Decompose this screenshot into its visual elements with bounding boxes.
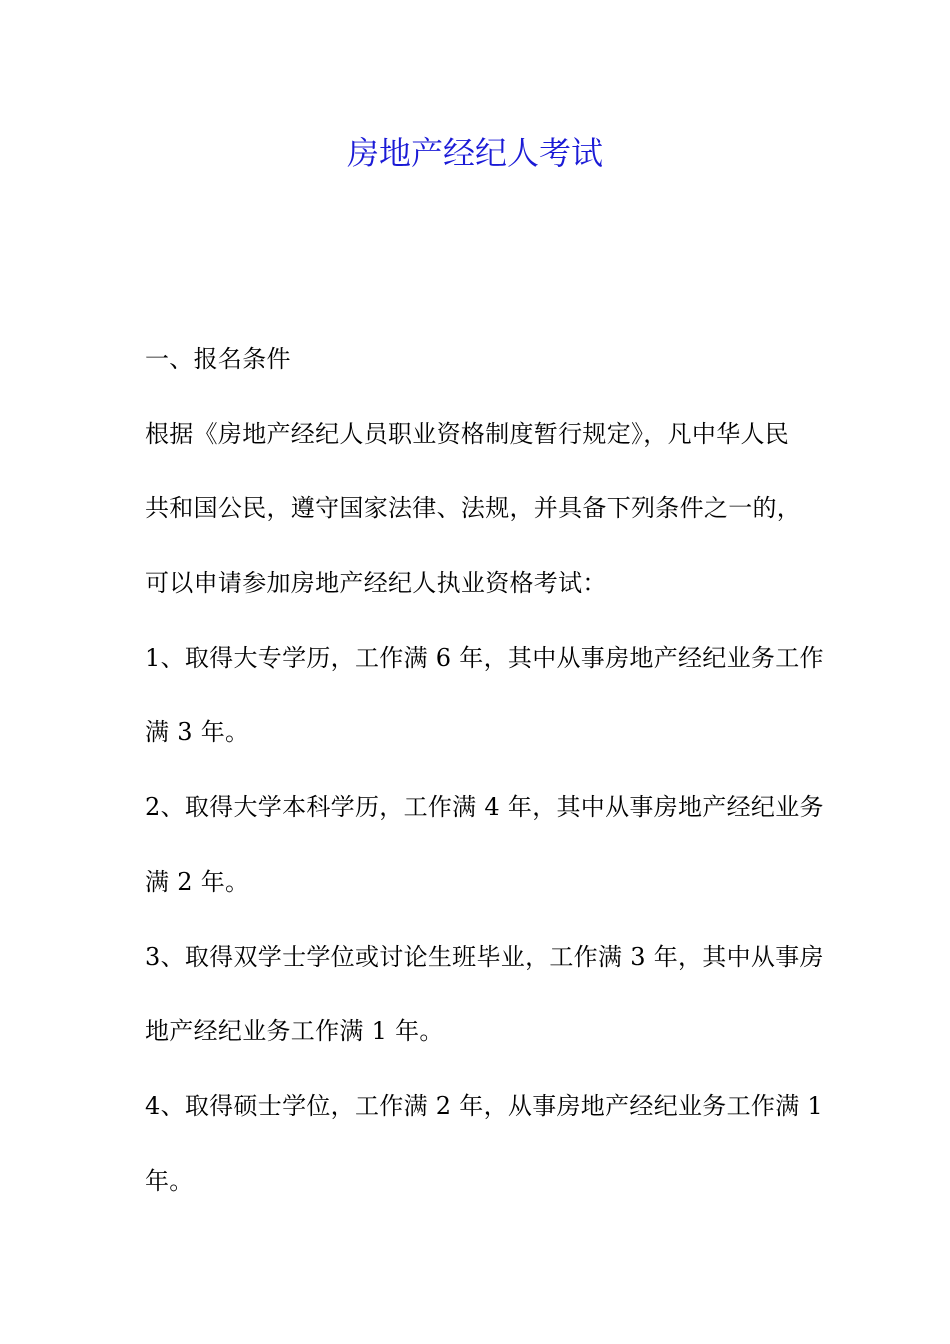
paragraph-line: 共和国公民，遵守国家法律、法规，并具备下列条件之一的， [145, 494, 802, 523]
list-item-line: 4、取得硕士学位，工作满 2 年，从事房地产经纪业务工作满 1 [145, 1091, 823, 1120]
list-item-line: 满 3 年。 [145, 718, 250, 747]
document-title: 房地产经纪人考试 [346, 134, 603, 172]
document-body [145, 337, 824, 1233]
paragraph-line: 可以申请参加房地产经纪人执业资格考试： [145, 569, 607, 598]
list-item-line: 年。 [145, 1166, 194, 1195]
paragraph-line: 根据《房地产经纪人员职业资格制度暂行规定》，凡中华人民 [145, 419, 790, 448]
list-item-line: 2、取得大学本科学历，工作满 4 年，其中从事房地产经纪业务 [145, 793, 824, 822]
list-item-line: 地产经纪业务工作满 1 年。 [145, 1017, 444, 1046]
list-item-line: 3、取得双学士学位或讨论生班毕业，工作满 3 年，其中从事房 [145, 942, 824, 971]
list-item-line: 满 2 年。 [145, 867, 250, 896]
section-heading: 一、报名条件 [145, 345, 291, 373]
list-item-line: 1、取得大专学历，工作满 6 年，其中从事房地产经纪业务工作 [145, 643, 824, 672]
